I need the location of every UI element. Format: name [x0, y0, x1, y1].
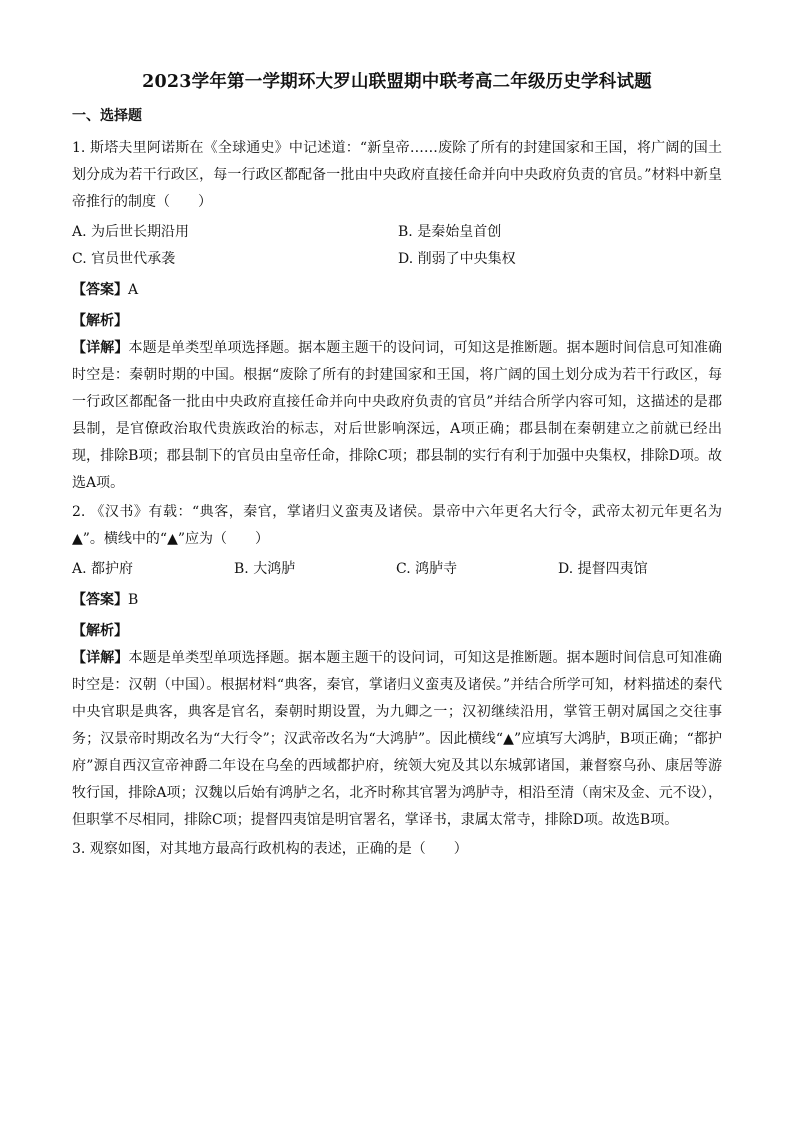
answer-value: B	[128, 592, 139, 608]
question-2	[72, 499, 722, 834]
detail-label: 【详解】	[72, 340, 129, 356]
answer-value: A	[128, 282, 139, 298]
question-1-options	[72, 219, 722, 273]
detail-label: 【详解】	[72, 650, 129, 666]
option-b: B. 大鸿胪	[234, 561, 296, 577]
question-3	[72, 836, 722, 863]
answer-line	[72, 277, 722, 304]
question-2-stem: 2. 《汉书》有载：“典客，秦官，掌诸归义蛮夷及诸侯。景帝中六年更名大行令，武帝太初元年更名为▲”。横线中的“▲”应为（ ）	[72, 504, 722, 547]
answer-label: 【答案】	[72, 592, 128, 608]
answer-label: 【答案】	[72, 282, 128, 298]
question-1-stem: 1. 斯塔夫里阿诺斯在《全球通史》中记述道：“新皇帝……废除了所有的封建国家和王国，将广阔的国土划分成为若干行政区，每一行政区都配备一批由中央政府直接任命并向中央政府负责的官员。”材料中新皇帝推行的制度（ ）	[72, 140, 722, 210]
exam-page	[72, 68, 722, 863]
question-1	[72, 135, 722, 497]
detail-text: 本题是单类型单项选择题。据本题主题干的设问词，可知这是推断题。据本题时间信息可知准确时空是：秦朝时期的中国。根据“废除了所有的封建国家和王国，将广阔的国土划分成为若干行政区，每一行政区都配备一批由中央政府直接任命并向中央政府负责的官员”并结合所学内容可知，这描述的是郡县制，是官僚政治取代贵族政治的标志，对后世影响深远，A项正确；郡县制在秦朝建立之前就已经出现，排除B项；郡县制下的官员由皇帝任命，排除C项；郡县制的实行有利于加强中央集权，排除D项。故选A项。	[72, 340, 723, 491]
option-c: C. 官员世代承袭	[72, 251, 176, 267]
page-title: 2023学年第一学期环大罗山联盟期中联考高二年级历史学科试题	[142, 72, 652, 92]
detail-paragraph	[72, 335, 722, 497]
option-a: A. 都护府	[72, 561, 134, 577]
analysis-label: 【解析】	[72, 623, 128, 639]
answer-line	[72, 587, 722, 614]
analysis-label: 【解析】	[72, 313, 128, 329]
detail-paragraph	[72, 645, 722, 834]
option-c: C. 鸿胪寺	[396, 561, 458, 577]
question-3-stem: 3. 观察如图，对其地方最高行政机构的表述，正确的是（ ）	[72, 841, 468, 857]
option-a: A. 为后世长期沿用	[72, 224, 190, 240]
option-d: D. 削弱了中央集权	[398, 251, 516, 267]
section-heading: 一、选择题	[72, 108, 142, 124]
option-b: B. 是秦始皇首创	[398, 224, 502, 240]
detail-text: 本题是单类型单项选择题。据本题主题干的设问词，可知这是推断题。据本题时间信息可知准确时空是：汉朝（中国）。根据材料“典客，秦官，掌诸归义蛮夷及诸侯。”并结合所学可知，材料描述的秦代中央官职是典客，典客是官名，秦朝时期设置，为九卿之一；汉初继续沿用，掌管王朝对属国之交往事务；汉景帝时期改名为“大行令”；汉武帝改名为“大鸿胪”。因此横线“▲”应填写大鸿胪，B项正确；“都护府”源自西汉宣帝神爵二年设在乌垒的西域都护府，统领大宛及其以东城郭诸国，兼督察乌孙、康居等游牧行国，排除A项；汉魏以后始有鸿胪之名，北齐时称其官署为鸿胪寺，相沿至清（南宋及金、元不设），但职掌不尽相同，排除C项；提督四夷馆是明官署名，掌译书，隶属太常寺，排除D项。故选B项。	[72, 650, 723, 828]
option-d: D. 提督四夷馆	[558, 561, 648, 577]
question-2-options	[72, 556, 722, 583]
